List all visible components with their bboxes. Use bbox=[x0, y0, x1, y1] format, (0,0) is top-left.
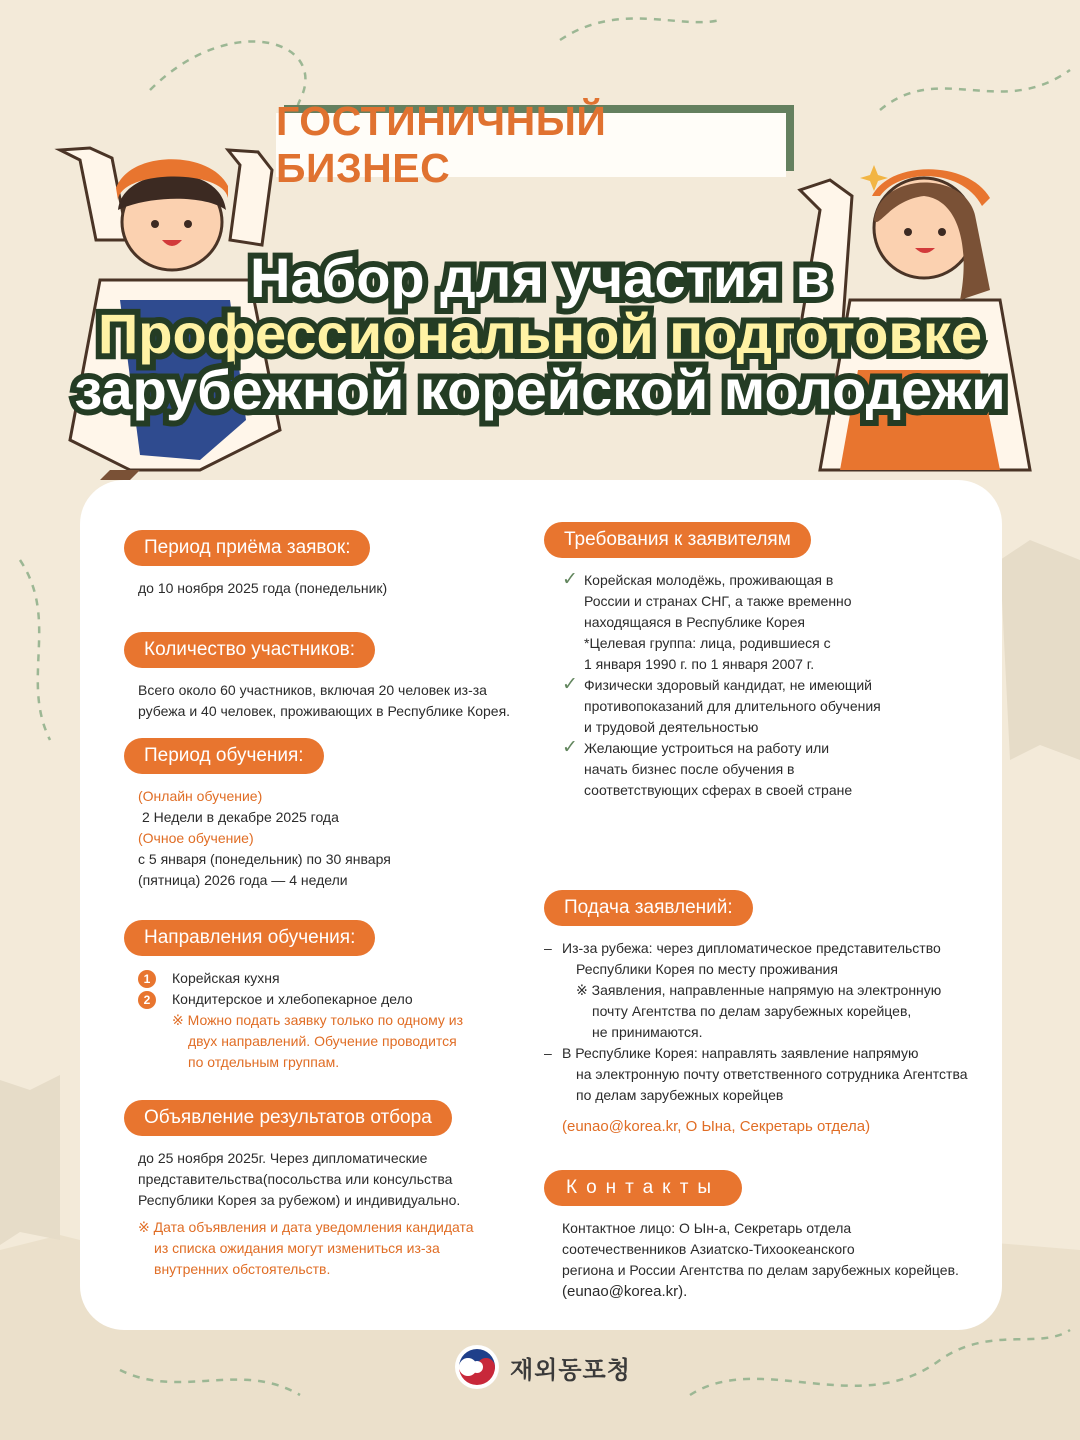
results-heading: Объявление результатов отбора bbox=[124, 1100, 452, 1136]
requirement-item-3 bbox=[562, 738, 994, 801]
submission-korea-line-2: на электронную почту ответственного сотрудника Агентства bbox=[576, 1066, 968, 1082]
requirement-line: Корейская молодёжь, проживающая в bbox=[584, 572, 834, 588]
direction-item-2 bbox=[138, 989, 514, 1010]
online-training-label: (Онлайн обучение) bbox=[138, 788, 263, 804]
participants-heading: Количество участников: bbox=[124, 632, 375, 668]
directions-note-line-3: по отдельным группам. bbox=[188, 1054, 340, 1070]
submission-note-line-2: почту Агентства по делам зарубежных корейцев, bbox=[592, 1003, 912, 1019]
directions-note-line-1: ※ Можно подать заявку только по одному из bbox=[172, 1012, 464, 1028]
page-title bbox=[40, 246, 1040, 421]
content-card bbox=[80, 480, 1002, 1330]
contacts-line-2: соотечественников Азиатско-Тихоокеанского bbox=[562, 1241, 855, 1257]
requirement-line: находящаяся в Республике Корея bbox=[584, 614, 805, 630]
offline-training-line-1: с 5 января (понедельник) по 30 января bbox=[138, 851, 391, 867]
category-banner bbox=[276, 98, 794, 191]
results-section bbox=[124, 1100, 514, 1280]
requirement-line: Физически здоровый кандидат, не имеющий bbox=[584, 677, 872, 693]
requirement-line: 1 января 1990 г. по 1 января 2007 г. bbox=[584, 656, 815, 672]
title-line-1: Набор для участия в bbox=[250, 246, 830, 309]
offline-training-label: (Очное обучение) bbox=[138, 830, 254, 846]
submission-note-line-1: ※ Заявления, направленные напрямую на электронную bbox=[576, 982, 942, 998]
contacts-email: (eunao@korea.kr). bbox=[562, 1283, 688, 1300]
number-badge-icon: 1 bbox=[138, 970, 156, 988]
submission-abroad bbox=[544, 938, 994, 1043]
requirement-line: России и странах СНГ, а также временно bbox=[584, 593, 852, 609]
contacts-line-3: региона и России Агентства по делам зарубежных корейцев. bbox=[562, 1262, 959, 1278]
directions-heading: Направления обучения: bbox=[124, 920, 375, 956]
agency-name: 재외동포청 bbox=[510, 1356, 631, 1384]
direction-item-label: Кондитерское и хлебопекарное дело bbox=[172, 991, 413, 1007]
offline-training-line-2: (пятница) 2026 года — 4 недели bbox=[138, 872, 348, 888]
title-line-2: Профессиональной подготовке bbox=[98, 302, 982, 365]
participants-text bbox=[124, 680, 514, 722]
application-period-heading: Период приёма заявок: bbox=[124, 530, 370, 566]
checkmark-icon: ✓ bbox=[562, 674, 578, 695]
application-period-text: до 10 ноября 2025 года (понедельник) bbox=[138, 580, 388, 596]
directions-section bbox=[124, 920, 514, 1073]
submission-email: (eunao@korea.kr, О Ына, Секретарь отдела) bbox=[562, 1118, 871, 1135]
submission-korea bbox=[544, 1043, 994, 1106]
requirement-line: и трудовой деятельностью bbox=[584, 719, 759, 735]
results-note-line-1: ※ Дата объявления и дата уведомления кандидата bbox=[138, 1219, 474, 1235]
submission-note-line-3: не принимаются. bbox=[592, 1024, 703, 1040]
requirements-section bbox=[544, 522, 994, 801]
participants-line-1: Всего около 60 участников, включая 20 человек из-за bbox=[138, 682, 487, 698]
submission-heading: Подача заявлений: bbox=[544, 890, 753, 926]
requirements-heading: Требования к заявителям bbox=[544, 522, 811, 558]
results-note-line-3: внутренних обстоятельств. bbox=[154, 1261, 331, 1277]
dash-bullet-icon: – bbox=[544, 940, 552, 956]
results-text bbox=[124, 1148, 514, 1280]
requirement-item-2 bbox=[562, 675, 994, 738]
number-badge-icon: 2 bbox=[138, 991, 156, 1009]
requirements-list bbox=[544, 570, 994, 801]
direction-item-1 bbox=[138, 968, 514, 989]
submission-abroad-line-2: Республики Корея по месту проживания bbox=[576, 961, 838, 977]
training-period-heading: Период обучения: bbox=[124, 738, 324, 774]
training-period-section bbox=[124, 738, 514, 891]
direction-item-label: Корейская кухня bbox=[172, 970, 280, 986]
submission-abroad-line-1: Из-за рубежа: через дипломатическое представительство bbox=[562, 940, 941, 956]
contacts-section bbox=[544, 1170, 994, 1302]
submission-korea-line-1: В Республике Корея: направлять заявление напрямую bbox=[562, 1045, 919, 1061]
application-period-section bbox=[124, 530, 514, 599]
directions-list bbox=[124, 968, 514, 1073]
requirement-item-1 bbox=[562, 570, 994, 675]
online-training-text: 2 Недели в декабре 2025 года bbox=[142, 809, 339, 825]
requirement-line: начать бизнес после обучения в bbox=[584, 761, 795, 777]
training-period-text bbox=[124, 786, 514, 891]
dash-bullet-icon: – bbox=[544, 1045, 552, 1061]
submission-text bbox=[544, 938, 994, 1137]
contacts-line-1: Контактное лицо: О Ын-а, Секретарь отдела bbox=[562, 1220, 852, 1236]
requirement-line: Желающие устроиться на работу или bbox=[584, 740, 830, 756]
directions-note-line-2: двух направлений. Обучение проводится bbox=[188, 1033, 457, 1049]
requirement-line: противопоказаний для длительного обучения bbox=[584, 698, 881, 714]
submission-section bbox=[544, 890, 994, 1137]
results-line-1: до 25 ноября 2025г. Через дипломатические bbox=[138, 1150, 428, 1166]
participants-section bbox=[124, 632, 514, 722]
requirement-line: соответствующих сферах в своей стране bbox=[584, 782, 853, 798]
checkmark-icon: ✓ bbox=[562, 737, 578, 758]
results-line-3: Республики Корея за рубежом) и индивидуально. bbox=[138, 1192, 461, 1208]
category-label: ГОСТИНИЧНЫЙ БИЗНЕС bbox=[276, 113, 786, 177]
agency-logo bbox=[454, 1342, 654, 1392]
results-note-line-2: из списка ожидания могут измениться из-за bbox=[154, 1240, 440, 1256]
results-line-2: представительства(посольства или консульства bbox=[138, 1171, 453, 1187]
contacts-heading: Контакты bbox=[544, 1170, 742, 1206]
title-line-3: зарубежной корейской молодежи bbox=[74, 358, 1006, 421]
submission-korea-line-3: по делам зарубежных корейцев bbox=[576, 1087, 784, 1103]
contacts-text bbox=[544, 1218, 994, 1302]
requirement-line: *Целевая группа: лица, родившиеся с bbox=[584, 635, 831, 651]
participants-line-2: рубежа и 40 человек, проживающих в Республике Корея. bbox=[138, 703, 511, 719]
checkmark-icon: ✓ bbox=[562, 569, 578, 590]
taegeuk-logo-icon bbox=[454, 1344, 500, 1390]
